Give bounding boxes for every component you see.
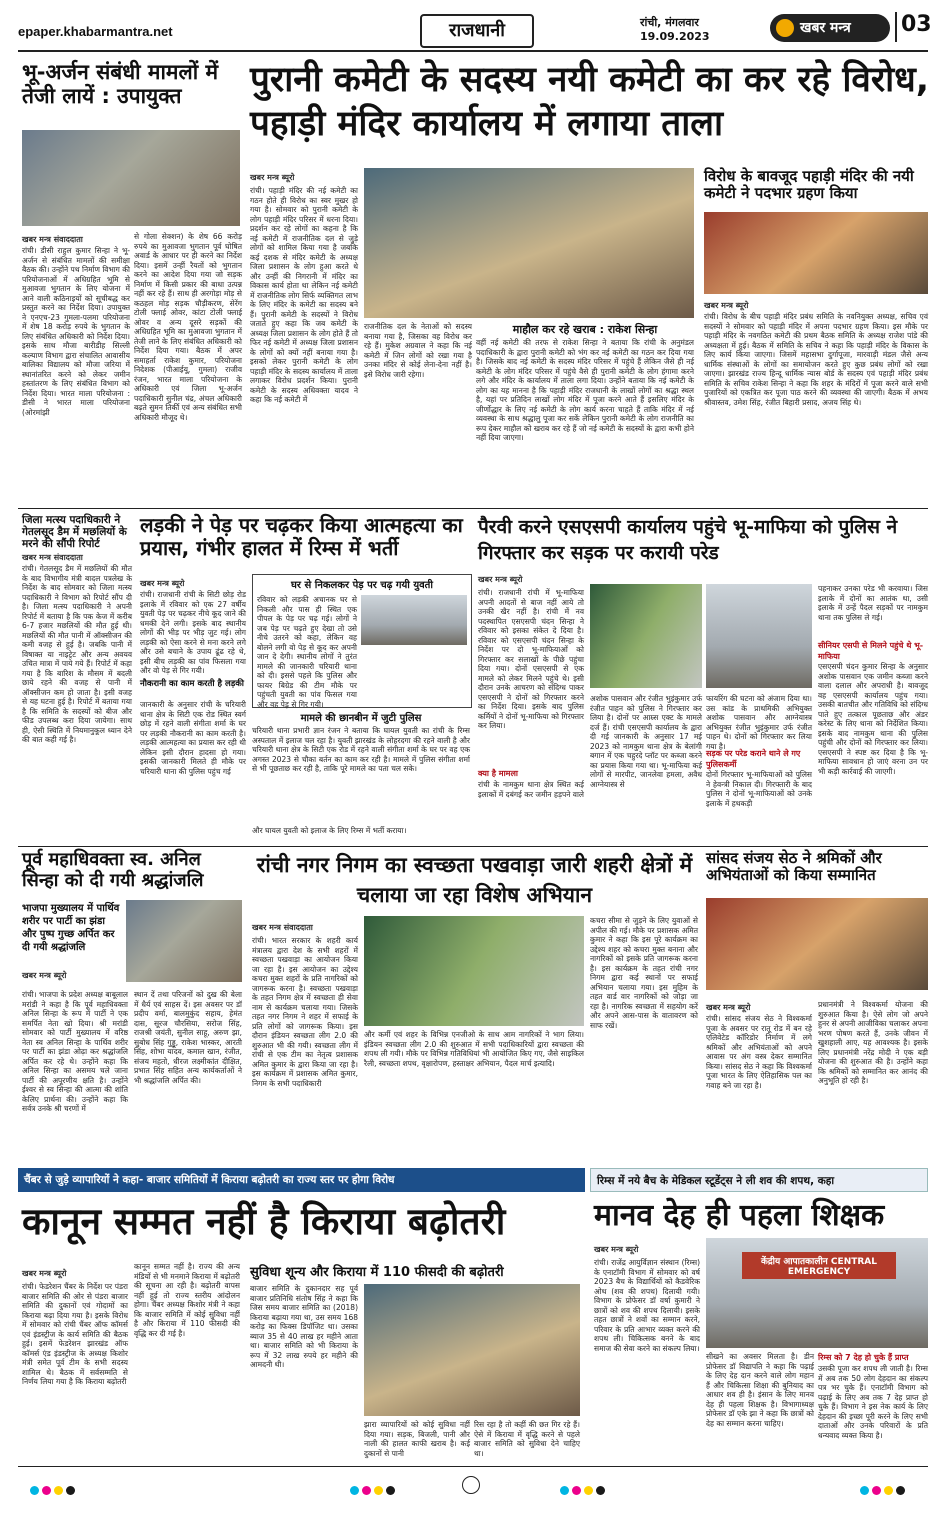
story-body-col2: और कर्मी एवं शहर के विभिन्न एनजीओ के साथ आम नागरिकों ने भाग लिया। इंडियन स्वच्छता लीग 2.0 की शुरुआत में सभी पदाधिकारियों द्वारा स्वच्छता की शपथ ली गयी। मौके पर विभिन्न गतिविधियां भी आयोजित किए गए, जैसे साइकिल रैली, स्वच्छता शपथ, वृक्षारोपण, हस्ताक्षर अभियान, पैदल मार्च इत्यादि। [364, 1030, 584, 1068]
story-body-col2: प्रधानमंत्री ने विश्वकर्मा योजना की शुरुआत किया है। ऐसे लोग जो अपने हुनर से अपनी आजीविका चलाकर अपना भरण पोषण करते हैं, उनके जीवन में खुशहाली आए, यह आवश्यक है। इसके लिए प्रधानमंत्री नरेंद्र मोदी ने एक बड़ी योजना की शुरुआत की है। उन्होंने कहा कि श्रमिकों को सम्मानित कर आनंद की अनुभूति हो रही है। [818, 1000, 928, 1085]
box2-body: चरियारी थाना प्रभारी ज्ञान रंजन ने बताया कि घायल युवती का रांची के रिम्स अस्पताल में इलाज चल रहा है। युवती झारखंड के लोहरदगा की रहने वाली है और चरियारी थाना क्षेत्र के सिटी एक रोड में रहने वाली संगीता शर्मा के घर पर वह एक अगस्त 2023 से चौका बर्तन का काम कर रही है। मामले में पुलिस संगीता शर्मा से भी पूछताछ कर रही है, ताकि पूरे मामले का पता चल सके। [252, 726, 470, 773]
sub-headline: रिम्स को 7 देह हो चुके हैं प्राप्त [818, 1353, 909, 1362]
byline: खबर मन्त्र ब्यूरो [704, 301, 749, 310]
story-headline-fish: जिला मत्स्य पदाधिकारी ने गेतलसूद डैम में मछलियों के मरने की सौंपी रिपोर्ट [22, 514, 127, 551]
brand-logo [770, 14, 890, 42]
story-body-col3b: दोनों गिरफ्तार भू-माफियाओं को पुलिस ने हेवन्त्री निकाल दी। गिरफ्तारी के बाद पुलिस ने दोनों भू-माफियाओं को उनके इलाके में हथकड़ी [706, 770, 812, 808]
black-swatch [596, 1486, 605, 1495]
story-body: रांची। डीसी राहुल कुमार सिन्हा ने भू-अर्जन से संबंधित मामलों की समीक्षा बैठक की। उन्होंने पथ निर्माण विभाग की परियोजनाओं में अधिग्रहित भूमि से मुआवजा भुगतान के लिए योजना में आने वाली कठिनाइयों को सूचीबद्ध कर प्रस्तुत करने का निर्देश दिया। उपायुक्त ने एनएच-23 गुमला-पलमा परियोजना में शेष 18 करोड़ रुपये के भुगतान के लिए संबंधित अधिकारी को निर्देश दिया। इसके साथ मौजा बारीडीह सिल्ली कल्याण विभाग द्वारा संचालित आवासीय बालिका विद्यालय को मौजा जरिया में स्थानांतरित करने को लेकर जमीन हस्तांतरण के लिए संबंधित विभाग को निर्देश दिया। भारत माला परियोजना : डीसी ने भारत माला परियोजना (ओरमांझी [22, 246, 130, 417]
section-title: राजधानी [420, 14, 534, 48]
cleanup-photo [364, 916, 584, 1026]
story-headline-pahadi: पुरानी कमेटी के सदस्य नयी कमेटी का कर रहे विरोध, पहाड़ी मंदिर कार्यालय में लगाया ताला [250, 60, 930, 144]
brand-name: खबर मन्त्र [800, 20, 851, 36]
cyan-swatch [560, 1486, 569, 1495]
page-number: 03 [895, 12, 933, 42]
portrait-photo [126, 900, 242, 982]
sub-headline: नौकरानी का काम करती है लड़की [140, 679, 244, 689]
story-body-col2: सीखने का अवसर मिलता है। डीन प्रोफेसर डॉ विद्यापति ने कहा कि पढ़ाई के लिए देह दान करने वाले लोग महान हैं और चिकित्सा शिक्षा की बुनियाद का आधार शव ही है। इंसान के लिए मानव देह ही पहला शिक्षक है। विभागाध्यक्ष प्रोफेसर डॉ एके झा ने कहा कि छात्रों को देह का सम्मान करना चाहिए। [706, 1352, 814, 1428]
hospital-photo [706, 1238, 928, 1348]
magenta-swatch [872, 1486, 881, 1495]
story-body-col5: रिस रहा है तो कहीं की छत गिर रहे हैं। ऐसे में किराया में वृद्धि करने से पहले बाजार समिति को सुविधा देने चाहिए था। [474, 1420, 580, 1458]
date: 19.09.2023 [640, 30, 710, 43]
story-body: रांची। भाजपा के प्रदेश अध्यक्ष बाबूलाल मरांडी ने कहा है कि पूर्व महाधिवक्ता अनिल सिन्हा के रूप में पार्टी ने एक समर्पित नेता खो दिया। श्री मरांडी सोमवार को पार्टी मुख्यालय में वरिष्ठ नेता स्व अनिल सिन्हा के पार्थिव शरीर पर पार्टी का झंडा ओढ़ा कर श्रद्धांजलि अर्पित कर रहे थे। उन्होंने कहा कि अनिल सिन्हा का असमय चले जाना पार्टी की अपूरणीय क्षति है। उन्होंने ईश्वर से स्व सिन्हा की आत्मा की शांति केलिए प्रार्थना की। उन्होंने कहा कि सर्वत्र उनके श्री चरणों में [22, 990, 128, 1113]
story-body-col1b: जानकारी के अनुसार रांची के चरियारी थाना क्षेत्र के सिटी एक रोड स्थित स्वर्ग छोड़ में रहने वाली संगीता शर्मा के घर पर लड़की नौकरानी का काम करती है। लड़की आत्महत्या का प्रयास कर रही थी लेकिन इसी दौरान हादसा हो गया। इसकी जानकारी मिलते ही मौके पर चरियारी थाना की पुलिस पहुंच गई [140, 700, 246, 776]
story-body: रांची। भारत सरकार के शहरी कार्य मंत्रालय द्वारा देश के सभी शहरों में स्वच्छता पखवाड़ा का आयोजन किया जा रहा है। इस आयोजन का उद्देश्य कचरा मुक्त शहरों के प्रति नागरिकों को जागरूक करना है। स्वच्छता पखवाड़ा के तहत निगम क्षेत्र में स्वच्छता ही सेवा नाम से कार्यक्रम चलाया गया। जिसके तहत नगर निगम ने शहर में सफाई के प्रति लोगों को जागरूक किया। इस दौरान इंडियन स्वच्छता लीग 2.0 की शुरुआत भी की गयी। स्वच्छता लीग में रांची से एक टीम का नेतृत्व प्रशासक अमित कुमार के द्वारा किया जा रहा है। इस कार्यक्रम में प्रशासक अमित कुमार, निगम के सभी पदाधिकारी [252, 936, 358, 1088]
byline: खबर मन्त्र ब्यूरो [478, 575, 523, 584]
story-body-col1b: रांची के नामकुम थाना क्षेत्र स्थित कई इलाकों में दबंगई कर जमीन हड़पने वाले [478, 780, 584, 799]
registration-marks-mid2 [560, 1480, 608, 1499]
story-body-col3: उसकी पूजा कर शपथ ली जाती है। रिम्स में अब तक 50 लोग देहदान का संकल्प पत्र भर चुके हैं। एनाटॉमी विभाग को पढ़ाई के लिए अब तक 7 देह प्राप्त हो चुके हैं। विभाग ने इस नेक कार्य के लिए देहदान की इच्छा पूरी करने के लिए सभी दाताओं और उनके परिवारों के प्रति धन्यवाद व्यक्त किया है। [818, 1364, 928, 1440]
kicker-band-chamber: चैंबर से जुड़े व्यापारियों ने कहा- बाजार समितियों में किराया बढ़ोतरी का राज्य स्तर पर होगा विरोध [18, 1168, 585, 1192]
deck: भाजपा मुख्यालय में पार्थिव शरीर पर पार्टी का झंडा और पुष्प गुच्छ अर्पित कर दी गयी श्रद्धांजलि [22, 903, 120, 953]
kicker-band-rims: रिम्स में नये बैच के मेडिकल स्टूडेंट्स ने ली शव की शपथ, कहा [590, 1168, 928, 1192]
story-body: रांची। सांसद संजय सेठ ने विश्वकर्मा पूजा के अवसर पर रातू रोड में बन रहे एलिवेटेड कॉरिडोर निर्माण में लगे श्रमिकों और अभियंताओं को अपने आवास पर अंग वस्त्र देकर सम्मानित किया। सांसद सेठ ने कहा कि विश्वकर्मा पूजा भारत के लिए ऐतिहासिक पल का गवाह बने जा रहा है। [706, 1014, 812, 1090]
sub-headline: माहौल कर रहे खराब : राकेश सिन्हा [476, 322, 694, 337]
black-swatch [386, 1486, 395, 1495]
story-body-col2: राजनीतिक दल के नेताओं को सदस्य बनाया गया है, जिसका वह विरोध कर रहे हैं। मुकेश अग्रवाल ने कहा कि नई कमेटी में जिन लोगों को रखा गया है उनका मंदिर से कोई लेना-देना नहीं है। इसे विरोध जारी रहेगा। [364, 322, 472, 379]
byline: खबर मन्त्र ब्यूरो [594, 1245, 639, 1254]
black-swatch [66, 1486, 75, 1495]
divider [18, 846, 928, 847]
story-body: रांची। पहाड़ी मंदिर की नई कमेटी का गठन होते ही विरोध का स्वर मुखर हो गया है। सोमवार को पुरानी कमेटी के लोग पहाड़ी मंदिर परिसर में धरना दिया। प्रदर्शन कर रहे लोगों का कहना है कि नई कमेटी में राजनीतिक दल से जुड़े लोगों को शामिल किया गया है जबकि कई दशक से मंदिर कमेटी के अध्यक्ष जिला प्रशासन के लोग हुआ करते थे और उन्हीं की निगरानी में मंदिर का विकास कार्य होता था लेकिन नई कमेटी में राजनीतिक लोग सिर्फ व्यक्तिगत लाभ के लिए मंदिर के कमेटी का सदस्य बने हैं। पुरानी कमेटी के सदस्यों ने विरोध जताते हुए कहा कि जब कमेटी के अध्यक्ष जिला प्रशासन के लोग होते हैं तो फिर नई कमेटी में अध्यक्ष जिला प्रशासन के लोगों को क्यों नहीं बनाया गया है। इसको लेकर पुरानी कमेटी के लोग पहाड़ी मंदिर के सदस्य कार्यालय में ताला लगाकर विरोध प्रदर्शन किया। पुरानी कमेटी के सदस्य अधिवक्ता यादव ने कहा कि नई कमेटी में [250, 186, 358, 404]
committee-photo [704, 212, 928, 294]
cyan-swatch [860, 1486, 869, 1495]
story-body-col3: बाजार समिति के दुकानदार सह पूर्व बाजार प्रतिनिधि संतोष सिंह ने कहा कि जिस समय बाजार समिति का (2018) किराया बढ़ाया गया था, उस समय 168 करोड़ का फिक्स डिपॉजिट था। उसका ब्याज 35 से 40 लाख हर महीने आता था। बाजार समिति को भी किराया के रूप में 32 लाख रुपये हर महीने की आमदनी थी। [250, 1284, 358, 1369]
story-body: रांची। विरोध के बीच पहाड़ी मंदिर प्रबंध समिति के नवनियुक्त अध्यक्ष, सचिव एवं सदस्यों ने सोमवार को पहाड़ी मंदिर में अपना पदभार ग्रहण किया। इस मौके पर पहाड़ी मंदिर के नवगठित कमेटी की प्रथम बैठक समिति के अध्यक्ष राजेश पांडे की अध्यक्षता में हुई। बैठक में समिति के सचिव ने कहा कि पहाड़ी मंदिर के विकास के लिए कार्य किया जाएगा। जिसमें महासभा दुर्गापूजा, मारवाड़ी मंडल जैसे अन्य धार्मिक संस्थाओं के लोगों का समायोजन करते हुए कुछ प्रबंध लोगों को रखा जाएगा। झारखंड राज्य हिन्दू धार्मिक न्यास बोर्ड के सदस्य एवं पहाड़ी मंदिर प्रबंध समिति के सचिव राकेश सिन्हा ने कहा कि शहर के मंदिरों में पूजा करने वाले सभी पुजारियों को एकत्रित कर पूजा पाठ करने की व्यवस्था की जाएगी। बैठक में अभय श्रीवास्तव, उमेश सिंह, रंजीत बिहारी प्रसाद, अजय सिंह थे। [704, 312, 928, 407]
registration-marks-mid [350, 1480, 398, 1499]
byline: खबर मन्त्र ब्यूरो [22, 1269, 67, 1278]
arrest-photo-1 [590, 584, 702, 688]
story-tail: और घायल युवती को इलाज के लिए रिम्स में भर्ती कराया। [252, 826, 407, 835]
yellow-swatch [54, 1486, 63, 1495]
byline: खबर मन्त्र ब्यूरो [706, 1003, 751, 1012]
magenta-swatch [572, 1486, 581, 1495]
cyan-swatch [350, 1486, 359, 1495]
header-rule [18, 50, 928, 52]
story-body-col3: फायरिंग की घटना को अंजाम दिया था। उस कांड के प्राथमिकी अभियुक्त अशोक पासवान और आग्नेयास्त्र अभियुक्त रंजीत भुइंकुमार उर्फ रंजीत पाहन थे। दोनों को गिरफ्तार कर लिया गया है। [706, 694, 812, 751]
divider [18, 508, 928, 509]
meeting-photo [22, 130, 240, 226]
story-body-col4b: एसएसपी चंदन कुमार सिन्हा के अनुसार अशोक पासवान एक जमीन कब्जा करने वाला दलाल और अपराधी है। बावजूद वह एसएसपी कार्यालय पहुंच गया। उसकी बातचीत और गतिविधि को संदिग्ध पाते हुए तत्काल पूछताछ और अंडर करेस्ट के लिए थाना को निर्देशित किया। इसके बाद नामकुम थाना की पुलिस पहुंची और दोनों को गिरफ्तार कर लिया। एसएसपी ने स्पष्ट कर दिया है कि भू-माफिया सावधान हो जाएं वरना उन पर भी कड़ी कार्रवाई की जाएगी। [818, 662, 928, 776]
byline: खबर मन्त्र संवाददाता [22, 553, 83, 562]
sub-headline: सुविधा शून्य और किराया में 110 फीसदी की बढ़ोतरी [250, 1265, 504, 1280]
yellow-swatch [884, 1486, 893, 1495]
registration-marks-left [30, 1480, 78, 1499]
story-body: रांची। राजेंद्र आयुर्विज्ञान संस्थान (रिम्स) के एनाटॉमी विभाग में सोमवार को वर्ष 2023 बैच के विद्यार्थियों को कैडवेरिक ओथ (शव की शपथ) दिलायी गयी। विभाग के प्रोफेसर डॉ वर्षा कुमारी ने छात्रों को शव की शपथ दिलायी। इसके तहत छात्रों ने शवों का सम्मान करने, परिवार के प्रति आभार व्यक्त करने की शपथ ली। चिकित्सक बनने के बाद समाज की सेवा करने का संकल्प लिया। [594, 1258, 700, 1353]
byline: खबर मन्त्र संवाददाता [22, 235, 83, 244]
story-body-col4: पहनाकर उनका परेड भी करवाया। जिस इलाके में दोनों का आतंक था, उसी इलाके में उन्हें पैदल सड़कों पर नामकुम थाना तक पुलिस ले गई। [818, 584, 928, 622]
story-body-col3: वहीं नई कमेटी की तरफ से राकेश सिन्हा ने बताया कि रांची के अनुमंडल पदाधिकारी के द्वारा पुरानी कमेटी को भंग कर नई कमेटी का गठन कर दिया गया है। जिसके बाद नई कमेटी के सदस्य मंदिर परिसर में पहुंचे हैं लेकिन जैसे ही नई कमेटी के लोग मंदिर परिसर में पहुंचे वैसे ही पुरानी कमेटी के लोग हंगामा करने लगे और मंदिर के कार्यालय में ताला लगा दिया। उन्होंने बताया कि नई कमेटी के लोग का यह मानना है कि पहाड़ी मंदिर राजधानी के लाखों लोगों का श्रद्धा स्थल है, यहां पर प्रतिदिन लाखों लोग मंदिर में पूजा करने आते हैं इसलिए मंदिर के जीर्णोद्धार के लिए नई कमेटी के लोग कार्य करना चाहते हैं ताकि मंदिर में नई व्यवस्था के साथ श्रद्धालु पूजा कर सकें लेकिन पुरानी कमेटी के लोग राजनीति का रूप देकर माहौल को खराब कर रहे हैं जो नई कमेटी के सदस्यों के द्वारा कभी होने नहीं दिया जाएगा। [476, 338, 694, 442]
story-body: रांची। राजधानी रांची में भू-माफिया अपनी आदतों से बाज नहीं आये तो उनकी खैर नहीं है। रांची में नव पदस्थापित एसएसपी चंदन सिन्हा ने रविवार को इसका संकेत दे दिया है। रविवार को एसएसपी चंदन सिन्हा के निर्देश पर दो भू-माफियाओं को गिरफ्तार कर सलाखों के पीछे पहुंचा दिया गया। दोनों एसएसपी से एक मामले को लेकर मिलने पहुंचे थे। इसी दौरान उनके आचरण को संदिग्ध पाकर एसएसपी ने दोनों को गिरफ्तार करने का निर्देश दिया। इसके बाद पुलिस कर्मियों ने दोनों भू-माफिया को गिरफ्तार कर लिया। [478, 588, 584, 730]
sub-headline: क्या है मामला [478, 769, 518, 778]
sub-headline-3: सीनियर एसपी से मिलने पहुंचे थे भू-माफिया [818, 641, 924, 661]
story-headline-tribute: पूर्व महाधिवक्ता स्व. अनिल सिन्हा को दी गयी श्रद्धांजलि [22, 849, 204, 891]
honor-photo [706, 898, 928, 990]
emergency-sign: केंद्रीय आपातकालीन CENTRAL EMERGENCY [742, 1252, 896, 1279]
inset-box [252, 574, 472, 708]
logo-icon [776, 19, 794, 37]
box2-title: मामले की छानबीन में जुटी पुलिस [300, 713, 422, 724]
sub-headline-2: सड़क पर परेड कराने थाने ले गए पुलिसकर्मी [706, 749, 801, 769]
police-station-photo [361, 595, 467, 645]
story-body: रांची। राजधानी रांची के सिटी छोड़ रोड इलाके में रविवार को एक 27 वर्षीय युवती पेड़ पर चढ़कर नीचे कूद जाने की धमकी देने लगी। इसके बाद स्थानीय लोगों की भीड़ पर भीड़ जुट गई। लोग लड़की को ऐसा करने से मना करने लगे और उसे बचाने के उपाय ढूंढ रहे थे, इसी बीच लड़की का पांव फिसला गया और वो पेड़ से गिर गयी। [140, 590, 246, 675]
story-body-col2: से गोला सेक्शन) के शेष 66 करोड़ रुपये का मुआवजा भुगतान पूर्व घोषित अवार्ड के आधार पर ही करने का निर्देश दिया। इसमें उन्हीं रैयतों को भुगतान करने का आदेश दिया गया जो सड़क निर्माण में किसी प्रकार की बाधा उत्पन्न नहीं कर रहे हैं। साथ ही अरगोड़ा मोड़ से कठहल मोड़ सड़क चौड़ीकरण, सेरेंग टोली फ्लाई ओवर, कांटा टोली फ्लाई ओवर व अन्य दूसरे सड़कों की अधिग्रहित भूमि का मुआवजा भुगतान में तेजी लाने के लिए संबंधित अधिकारी को निर्देश दिया गया। बैठक में अपर समाहर्ता राकेश कुमार, परियोजना निदेशक (पीआईयू, गुमला) राजीव रंजन, भारत माला परियोजना के अधिकारी एवं जिला भू-अर्जन पदाधिकारी सुनील चंद्र, अंचल अधिकारी बढ़ते सुमन तिर्की एवं अन्य संबंधित सभी अधिकारी मौजूद थे। [134, 232, 242, 422]
story-body: रांची। गेतलसूद डैम में मछलियों की मौत के बाद विभागीय मंत्री बादल पत्रलेख के निर्देश के बाद सोमवार को जिला मत्स्य पदाधिकारी ने विभाग को रिपोर्ट सौंप दी है। जिला मत्स्य पदाधिकारी ने अपनी रिपोर्ट में बताया है कि पक केज में करीब 6-7 हजार मछलियों की मौत हुई थी। मछलियों की मौत पानी में ऑक्सीजन की कमी वजह से हुई है। जबकि पानी में विषाक्त या नाइट्रेट और अन्य अवयव उचित मात्रा में पाये गये हैं। रिपोर्ट में कहा गया है कि बारिश के मौसम में बदली छाये रहने की वजह से पानी में ऑक्सीजन कम हो जाता है। इसी वजह से यह घटना हुई है। रिपोर्ट में बताया गया है कि समिति के सदस्यों को बीज और फीड उपलब्ध करा दिया जायेगा। साथ ही, ऐसी स्थिति में नियमानुकूल ध्यान देने की बात कही गई है। [22, 564, 132, 744]
arrest-photo-2 [706, 584, 812, 688]
cyan-swatch [30, 1486, 39, 1495]
black-swatch [896, 1486, 905, 1495]
story-headline-land: भू-अर्जन संबंधी मामलों में तेजी लायें : उपायुक्त [22, 60, 219, 109]
magenta-swatch [362, 1486, 371, 1495]
footer-rule [18, 1466, 928, 1467]
box-body: रविवार को लड़की अचानक घर से निकली और पास ही स्थित एक पीपल के पेड़ पर चढ़ गई। लोगों ने जब पेड़ पर चढ़ते हुए देखा तो उसे नीचे उतरने को कहा, लेकिन वह बोलने लगी वो पेड़ से कूद कर अपनी जान दे देगी। स्थानीय लोगों ने तुरंत मामले की जानकारी चरियारी थाना को दी। इससे पहले कि पुलिस और फायर बिग्रेड की टीम मौके पर पहुंचती युवती का पांव फिसल गया और वह पेड़ से गिर गयी। [257, 595, 357, 709]
story-body-col2: स्थान दें तथा परिजनों को दुख की बेला में धैर्य एवं साहस दें। इस अवसर पर डॉ प्रदीप वर्मा, बालमुकुंद सहाय, हेमंत दास, सूरज चौरसिया, सरोज सिंह, राजश्री जयंती, सुनील साहू, अरुण झा, सुबोध सिंह गुड्डू, राकेश भास्कर, आरती सिंह, शोभा यादव, कमाल खान, रंजीत, संजय महतो, धीरज लक्ष्मीकांत दीक्षित, प्रभात सिंह सहित अन्य कार्यकर्ताओं ने भी श्रद्धांजलि अर्पित की। [134, 990, 242, 1085]
story-headline-rims: मानव देह ही पहला शिक्षक [594, 1198, 885, 1233]
byline: खबर मन्त्र ब्यूरो [140, 579, 185, 588]
magenta-swatch [42, 1486, 51, 1495]
story-body-col3: कचरा सीमा से जुड़ने के लिए युवाओं से अपील की गई। मौके पर प्रशासक अमित कुमार ने कहा कि इस पूरे कार्यक्रम का उद्देश्य शहर को कचरा मुक्त बनाना और नागरिकों को इसके प्रति जागरूक करना है। इस कार्यक्रम के तहत रांची नगर निगम द्वारा कई स्थानों पर सफाई अभियान चलाया गया। इस मुहिम के तहत वार्ड वार नागरिकों को जोड़ा जा रहा है। नागरिक स्वच्छता में सहयोग करें और अपने आस-पास के वातावरण को साफ रखें। [590, 916, 698, 1030]
story-headline-cleanliness: रांची नगर निगम का स्वच्छता पखवाड़ा जारी शहरी क्षेत्रों में चलाया जा रहा विशेष अभियान [256, 853, 693, 907]
box-title: घर से निकलकर पेड़ पर चढ़ गयी युवती [291, 580, 433, 591]
crosshair-icon [462, 1476, 480, 1494]
protest-photo [364, 168, 694, 318]
yellow-swatch [584, 1486, 593, 1495]
story-headline-committee: विरोध के बावजूद पहाड़ी मंदिर की नयी कमेटी ने पदभार ग्रहण किया [704, 167, 914, 203]
story-headline-rent: कानून सम्मत नहीं है किराया बढ़ोतरी [22, 1200, 506, 1243]
registration-marks-right [860, 1480, 908, 1499]
dateline [640, 16, 710, 44]
story-headline-mp: सांसद संजय सेठ ने श्रमिकों और अभियंताओं को किया सम्मानित [706, 849, 882, 885]
story-body-col2: अशोक पासवान और रंजीत भुइंकुमार उर्फ रंजीत पाहन को पुलिस ने गिरफ्तार कर लिया है। दोनों पर आम्र्स एक्ट के मामले दर्ज हैं। रांची एसएसपी कार्यालय के द्वारा दी गई जानकारी के अनुसार 17 मई 2023 को नामकुम थाना क्षेत्र के बेलांगी बगान में एक चहुरदे प्लॉट पर कब्जा करने का प्रयास किया गया था। भू-माफिया कई लोगों से मारपीट, जानलेवा हमला, अवैध आग्नेयास्त्र से [590, 694, 702, 789]
story-body: रांची। फेडरेशन चैंबर के निर्देश पर पंडरा बाजार समिति की ओर से पंडरा बाजार समिति की दुकानों एवं गोदामों का किराया बढ़ा दिया गया है। इसके विरोध में सोमवार को रांची चैंबर ऑफ कॉमर्स एवं इंडस्ट्रीज के कार्य समिति की बैठक हुई। इसमें फेडरेशन झारखंड ऑफ कॉमर्स एंड इंडस्ट्रीज के अध्यक्ष किशोर मंत्री समेत पूर्व टीम के सभी सदस्य शामिल थे। बैठक में सर्वसम्मति से निर्णय लिया गया है कि किराया बढ़ोतरी [22, 1282, 128, 1386]
byline: खबर मन्त्र ब्यूरो [22, 971, 67, 980]
story-headline-girl: लड़की ने पेड़ पर चढ़कर किया आत्महत्या का प्रयास, गंभीर हालत में रिम्स में भर्ती [140, 513, 463, 560]
market-photo [364, 1284, 580, 1416]
byline: खबर मन्त्र ब्यूरो [250, 173, 295, 182]
story-headline-land-mafia: पैरवी करने एसएसपी कार्यालय पहुंचे भू-माफिया को पुलिस ने गिरफ्तार कर सड़क पर करायी परेड [478, 516, 898, 564]
site-url[interactable]: epaper.khabarmantra.net [18, 24, 173, 39]
city-day: रांची, मंगलवार [640, 16, 699, 29]
byline: खबर मन्त्र संवाददाता [252, 923, 313, 932]
yellow-swatch [374, 1486, 383, 1495]
story-body-col2: कानून सम्मत नहीं है। राज्य की अन्य मंडियों से भी मनमाने किराया में बढ़ोतरी की सूचना आ रही है। बढ़ोतरी वापस नहीं हुई तो राज्य स्तरीय आंदोलन होगा। चैंबर अध्यक्ष किशोर मंत्री ने कहा कि बाजार समिति में कोई सुविधा नहीं है और किराया में 110 फीसदी की वृद्धि कर दी गई है। [134, 1262, 240, 1338]
story-body-col4: झारा व्यापारियों को कोई सुविधा नहीं दिया गया। सड़क, बिजली, पानी और नाली की हालत काफी खराब है। कई दुकानों से पानी [364, 1420, 470, 1458]
